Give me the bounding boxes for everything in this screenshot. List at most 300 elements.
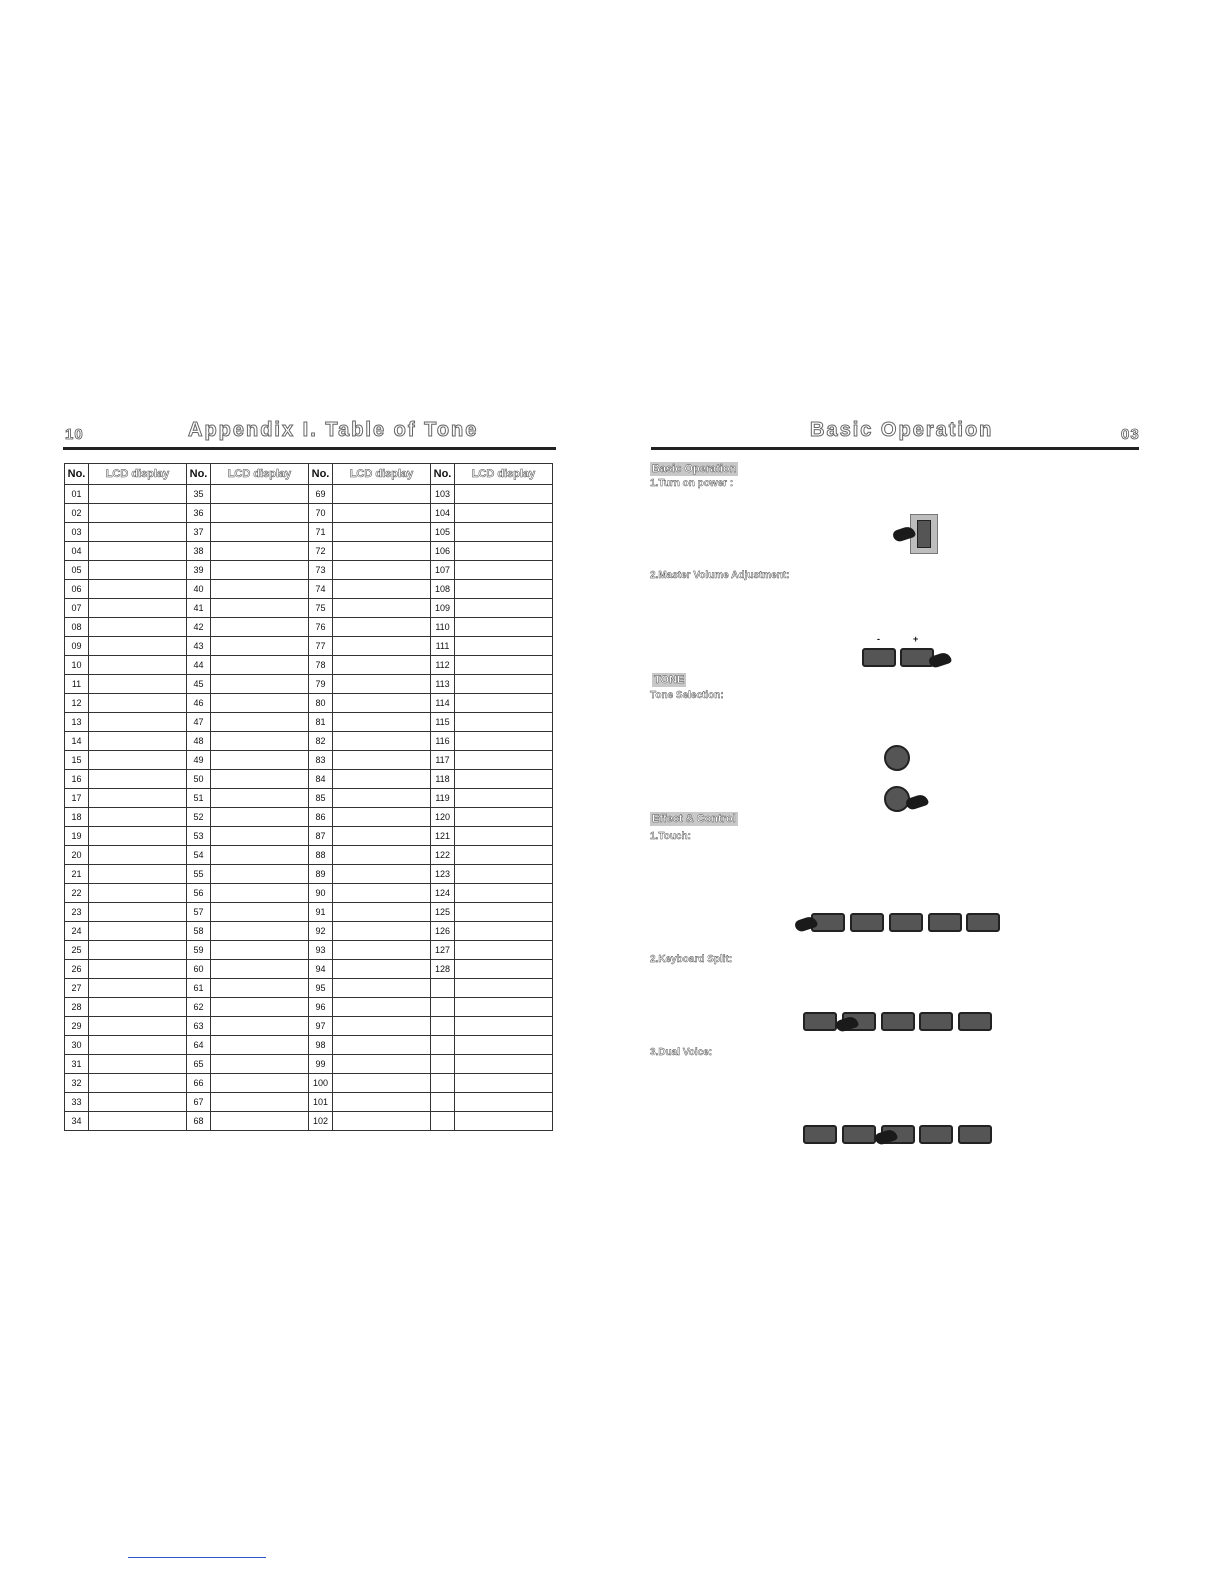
table-row bbox=[65, 675, 553, 694]
tone-number-cell: 74 bbox=[309, 580, 333, 599]
tone-number-cell bbox=[431, 1036, 455, 1055]
lcd-display-cell bbox=[333, 1017, 431, 1036]
tone-number-cell: 32 bbox=[65, 1074, 89, 1093]
table-row bbox=[65, 941, 553, 960]
tone-number-cell: 39 bbox=[187, 561, 211, 580]
tone-number-cell: 107 bbox=[431, 561, 455, 580]
tone-number-cell: 44 bbox=[187, 656, 211, 675]
lcd-display-cell bbox=[333, 1055, 431, 1074]
table-row bbox=[65, 998, 553, 1017]
lcd-display-cell bbox=[89, 998, 187, 1017]
tone-number-cell: 116 bbox=[431, 732, 455, 751]
footer-link-underline bbox=[128, 1557, 266, 1558]
tone-number-cell: 14 bbox=[65, 732, 89, 751]
lcd-display-cell bbox=[89, 656, 187, 675]
lcd-display-cell bbox=[455, 694, 553, 713]
tone-number-cell: 21 bbox=[65, 865, 89, 884]
lcd-display-cell bbox=[333, 656, 431, 675]
lcd-display-cell bbox=[455, 1093, 553, 1112]
turn-on-power-label: 1.Turn on power : bbox=[650, 478, 734, 489]
tone-number-cell: 47 bbox=[187, 713, 211, 732]
lcd-display-cell bbox=[89, 789, 187, 808]
tone-number-cell: 108 bbox=[431, 580, 455, 599]
lcd-display-cell bbox=[89, 580, 187, 599]
tone-number-cell: 30 bbox=[65, 1036, 89, 1055]
lcd-display-cell bbox=[455, 884, 553, 903]
tone-number-cell: 15 bbox=[65, 751, 89, 770]
lcd-display-cell bbox=[455, 846, 553, 865]
tone-number-cell: 22 bbox=[65, 884, 89, 903]
tone-number-cell: 36 bbox=[187, 504, 211, 523]
lcd-display-cell bbox=[211, 865, 309, 884]
function-button-5 bbox=[958, 1012, 992, 1031]
lcd-display-cell bbox=[211, 599, 309, 618]
lcd-display-cell bbox=[211, 1112, 309, 1131]
function-button-3 bbox=[881, 1012, 915, 1031]
tone-number-cell: 27 bbox=[65, 979, 89, 998]
lcd-display-cell bbox=[89, 846, 187, 865]
power-switch-rocker bbox=[917, 520, 931, 548]
lcd-display-cell bbox=[455, 580, 553, 599]
tone-number-cell: 95 bbox=[309, 979, 333, 998]
lcd-display-cell bbox=[455, 998, 553, 1017]
tone-number-cell: 62 bbox=[187, 998, 211, 1017]
lcd-display-cell bbox=[455, 960, 553, 979]
lcd-display-cell bbox=[89, 1036, 187, 1055]
tone-number-cell: 61 bbox=[187, 979, 211, 998]
table-row bbox=[65, 637, 553, 656]
lcd-display-cell bbox=[89, 941, 187, 960]
lcd-display-cell bbox=[455, 789, 553, 808]
lcd-display-cell bbox=[89, 903, 187, 922]
tone-number-cell bbox=[431, 1074, 455, 1093]
function-button-1 bbox=[803, 1125, 837, 1144]
lcd-display-cell bbox=[333, 865, 431, 884]
lcd-display-cell bbox=[211, 770, 309, 789]
function-button-3 bbox=[889, 913, 923, 932]
function-button-4 bbox=[919, 1012, 953, 1031]
lcd-display-cell bbox=[211, 732, 309, 751]
table-row bbox=[65, 1036, 553, 1055]
tone-number-cell: 105 bbox=[431, 523, 455, 542]
tone-number-cell bbox=[431, 1112, 455, 1131]
lcd-display-cell bbox=[211, 884, 309, 903]
tone-number-cell: 40 bbox=[187, 580, 211, 599]
lcd-display-cell bbox=[455, 827, 553, 846]
lcd-display-cell bbox=[211, 504, 309, 523]
header-no-4: No. bbox=[431, 464, 455, 485]
table-row bbox=[65, 732, 553, 751]
lcd-display-cell bbox=[455, 903, 553, 922]
basic-operation-heading: Basic Operation bbox=[652, 463, 737, 475]
lcd-display-cell bbox=[211, 1017, 309, 1036]
lcd-display-cell bbox=[333, 751, 431, 770]
lcd-display-cell bbox=[333, 675, 431, 694]
lcd-display-cell bbox=[333, 1036, 431, 1055]
lcd-display-cell bbox=[455, 1074, 553, 1093]
left-page-title: Appendix I. Table of Tone bbox=[188, 419, 479, 441]
lcd-display-cell bbox=[89, 504, 187, 523]
header-lcd-1: LCD display bbox=[89, 464, 187, 485]
tone-number-cell: 60 bbox=[187, 960, 211, 979]
function-button-1 bbox=[803, 1012, 837, 1031]
lcd-display-cell bbox=[89, 827, 187, 846]
header-lcd-3: LCD display bbox=[333, 464, 431, 485]
lcd-display-cell bbox=[89, 884, 187, 903]
left-page-number: 10 bbox=[65, 426, 84, 443]
lcd-display-cell bbox=[89, 1017, 187, 1036]
tone-number-cell: 103 bbox=[431, 485, 455, 504]
table-row bbox=[65, 580, 553, 599]
table-row bbox=[65, 485, 553, 504]
tone-number-cell: 125 bbox=[431, 903, 455, 922]
right-title-rule bbox=[651, 447, 1139, 450]
tone-number-cell: 19 bbox=[65, 827, 89, 846]
master-volume-label: 2.Master Volume Adjustment: bbox=[650, 570, 790, 581]
table-row bbox=[65, 1093, 553, 1112]
lcd-display-cell bbox=[455, 1036, 553, 1055]
tone-number-cell: 121 bbox=[431, 827, 455, 846]
tone-number-cell: 111 bbox=[431, 637, 455, 656]
tone-number-cell: 11 bbox=[65, 675, 89, 694]
tone-number-cell: 42 bbox=[187, 618, 211, 637]
tone-number-cell: 76 bbox=[309, 618, 333, 637]
tone-number-cell: 35 bbox=[187, 485, 211, 504]
tone-number-cell: 20 bbox=[65, 846, 89, 865]
tone-number-cell: 99 bbox=[309, 1055, 333, 1074]
tone-number-cell: 72 bbox=[309, 542, 333, 561]
tone-number-cell bbox=[431, 1017, 455, 1036]
lcd-display-cell bbox=[333, 694, 431, 713]
tone-number-cell: 69 bbox=[309, 485, 333, 504]
table-row bbox=[65, 979, 553, 998]
lcd-display-cell bbox=[211, 808, 309, 827]
tone-number-cell: 08 bbox=[65, 618, 89, 637]
function-button-5 bbox=[958, 1125, 992, 1144]
tone-number-cell: 51 bbox=[187, 789, 211, 808]
lcd-display-cell bbox=[89, 599, 187, 618]
lcd-display-cell bbox=[211, 846, 309, 865]
tone-number-cell: 94 bbox=[309, 960, 333, 979]
left-title-rule bbox=[63, 447, 556, 450]
volume-minus-label: - bbox=[877, 634, 880, 644]
lcd-display-cell bbox=[89, 808, 187, 827]
lcd-display-cell bbox=[89, 922, 187, 941]
tone-number-cell: 113 bbox=[431, 675, 455, 694]
tone-number-cell bbox=[431, 998, 455, 1017]
lcd-display-cell bbox=[333, 561, 431, 580]
lcd-display-cell bbox=[211, 656, 309, 675]
lcd-display-cell bbox=[333, 903, 431, 922]
tone-number-cell: 54 bbox=[187, 846, 211, 865]
tone-number-cell: 06 bbox=[65, 580, 89, 599]
tone-number-cell: 128 bbox=[431, 960, 455, 979]
lcd-display-cell bbox=[211, 1074, 309, 1093]
tone-number-cell: 73 bbox=[309, 561, 333, 580]
tone-number-cell: 65 bbox=[187, 1055, 211, 1074]
table-row bbox=[65, 1112, 553, 1131]
tone-number-cell: 31 bbox=[65, 1055, 89, 1074]
tone-number-cell: 10 bbox=[65, 656, 89, 675]
tone-number-cell: 124 bbox=[431, 884, 455, 903]
lcd-display-cell bbox=[211, 713, 309, 732]
touch-label: 1.Touch: bbox=[650, 831, 691, 842]
tone-number-cell: 126 bbox=[431, 922, 455, 941]
table-row bbox=[65, 1074, 553, 1093]
tone-number-cell: 87 bbox=[309, 827, 333, 846]
lcd-display-cell bbox=[455, 523, 553, 542]
tone-number-cell: 90 bbox=[309, 884, 333, 903]
lcd-display-cell bbox=[455, 637, 553, 656]
table-row bbox=[65, 884, 553, 903]
tone-number-cell: 13 bbox=[65, 713, 89, 732]
table-row bbox=[65, 713, 553, 732]
tone-number-cell bbox=[431, 1055, 455, 1074]
lcd-display-cell bbox=[333, 1093, 431, 1112]
lcd-display-cell bbox=[455, 561, 553, 580]
table-row bbox=[65, 865, 553, 884]
header-lcd-4: LCD display bbox=[455, 464, 553, 485]
tone-number-cell: 28 bbox=[65, 998, 89, 1017]
tone-number-cell: 101 bbox=[309, 1093, 333, 1112]
tone-number-cell: 112 bbox=[431, 656, 455, 675]
lcd-display-cell bbox=[455, 732, 553, 751]
header-no-2: No. bbox=[187, 464, 211, 485]
tone-number-cell: 24 bbox=[65, 922, 89, 941]
tone-number-cell: 93 bbox=[309, 941, 333, 960]
lcd-display-cell bbox=[333, 485, 431, 504]
tone-number-cell: 48 bbox=[187, 732, 211, 751]
lcd-display-cell bbox=[333, 884, 431, 903]
effect-control-heading: Effect & Control bbox=[652, 813, 736, 825]
tone-number-cell: 127 bbox=[431, 941, 455, 960]
tone-number-cell: 120 bbox=[431, 808, 455, 827]
lcd-display-cell bbox=[89, 770, 187, 789]
lcd-display-cell bbox=[333, 846, 431, 865]
tone-number-cell: 26 bbox=[65, 960, 89, 979]
tone-table-header bbox=[65, 464, 553, 485]
table-row bbox=[65, 561, 553, 580]
tone-number-cell: 77 bbox=[309, 637, 333, 656]
table-row bbox=[65, 599, 553, 618]
table-row bbox=[65, 1017, 553, 1036]
tone-heading: TONE bbox=[654, 674, 685, 686]
lcd-display-cell bbox=[211, 1093, 309, 1112]
table-row bbox=[65, 789, 553, 808]
lcd-display-cell bbox=[455, 656, 553, 675]
tone-number-cell: 96 bbox=[309, 998, 333, 1017]
lcd-display-cell bbox=[211, 789, 309, 808]
tone-number-cell: 43 bbox=[187, 637, 211, 656]
tone-number-cell: 98 bbox=[309, 1036, 333, 1055]
table-row bbox=[65, 656, 553, 675]
lcd-display-cell bbox=[211, 979, 309, 998]
lcd-display-cell bbox=[89, 1055, 187, 1074]
tone-number-cell: 70 bbox=[309, 504, 333, 523]
tone-number-cell: 53 bbox=[187, 827, 211, 846]
lcd-display-cell bbox=[455, 675, 553, 694]
volume-down-button bbox=[862, 648, 896, 667]
lcd-display-cell bbox=[211, 694, 309, 713]
tone-number-cell: 07 bbox=[65, 599, 89, 618]
tone-number-cell: 25 bbox=[65, 941, 89, 960]
tone-number-cell: 84 bbox=[309, 770, 333, 789]
tone-number-cell: 52 bbox=[187, 808, 211, 827]
tone-number-cell: 118 bbox=[431, 770, 455, 789]
lcd-display-cell bbox=[211, 485, 309, 504]
right-page-number: 03 bbox=[1121, 426, 1140, 443]
tone-number-cell: 34 bbox=[65, 1112, 89, 1131]
lcd-display-cell bbox=[333, 789, 431, 808]
tone-number-cell: 89 bbox=[309, 865, 333, 884]
function-button-4 bbox=[928, 913, 962, 932]
lcd-display-cell bbox=[333, 542, 431, 561]
tone-number-cell: 86 bbox=[309, 808, 333, 827]
tone-number-cell: 18 bbox=[65, 808, 89, 827]
lcd-display-cell bbox=[211, 1036, 309, 1055]
lcd-display-cell bbox=[333, 1112, 431, 1131]
lcd-display-cell bbox=[333, 827, 431, 846]
lcd-display-cell bbox=[89, 732, 187, 751]
function-button-4 bbox=[919, 1125, 953, 1144]
lcd-display-cell bbox=[211, 561, 309, 580]
lcd-display-cell bbox=[333, 713, 431, 732]
dual-voice-label: 3.Dual Voice: bbox=[650, 1047, 713, 1058]
lcd-display-cell bbox=[89, 865, 187, 884]
lcd-display-cell bbox=[455, 865, 553, 884]
tone-number-cell: 59 bbox=[187, 941, 211, 960]
tone-number-cell: 114 bbox=[431, 694, 455, 713]
table-row bbox=[65, 903, 553, 922]
table-row bbox=[65, 827, 553, 846]
lcd-display-cell bbox=[455, 770, 553, 789]
lcd-display-cell bbox=[455, 941, 553, 960]
tone-up-button bbox=[884, 745, 910, 771]
tone-table-body bbox=[65, 485, 553, 1131]
tone-number-cell: 49 bbox=[187, 751, 211, 770]
tone-number-cell: 23 bbox=[65, 903, 89, 922]
tone-selection-label: Tone Selection: bbox=[650, 690, 724, 701]
lcd-display-cell bbox=[89, 1093, 187, 1112]
lcd-display-cell bbox=[89, 675, 187, 694]
lcd-display-cell bbox=[211, 827, 309, 846]
lcd-display-cell bbox=[211, 580, 309, 599]
tone-number-cell: 115 bbox=[431, 713, 455, 732]
tone-number-cell: 79 bbox=[309, 675, 333, 694]
lcd-display-cell bbox=[89, 979, 187, 998]
lcd-display-cell bbox=[89, 523, 187, 542]
lcd-display-cell bbox=[333, 770, 431, 789]
tone-number-cell: 63 bbox=[187, 1017, 211, 1036]
right-page-title: Basic Operation bbox=[810, 419, 994, 441]
lcd-display-cell bbox=[333, 941, 431, 960]
tone-number-cell: 92 bbox=[309, 922, 333, 941]
header-lcd-2: LCD display bbox=[211, 464, 309, 485]
header-no-3: No. bbox=[309, 464, 333, 485]
table-row bbox=[65, 808, 553, 827]
tone-number-cell: 56 bbox=[187, 884, 211, 903]
tone-number-cell: 97 bbox=[309, 1017, 333, 1036]
tone-number-cell: 117 bbox=[431, 751, 455, 770]
lcd-display-cell bbox=[211, 751, 309, 770]
lcd-display-cell bbox=[455, 1017, 553, 1036]
lcd-display-cell bbox=[89, 485, 187, 504]
lcd-display-cell bbox=[211, 922, 309, 941]
lcd-display-cell bbox=[455, 618, 553, 637]
header-no-1: No. bbox=[65, 464, 89, 485]
tone-number-cell: 123 bbox=[431, 865, 455, 884]
table-row bbox=[65, 694, 553, 713]
lcd-display-cell bbox=[455, 808, 553, 827]
table-row bbox=[65, 542, 553, 561]
tone-number-cell: 17 bbox=[65, 789, 89, 808]
lcd-display-cell bbox=[455, 922, 553, 941]
table-row bbox=[65, 770, 553, 789]
lcd-display-cell bbox=[333, 922, 431, 941]
volume-plus-label: + bbox=[913, 634, 919, 644]
table-row bbox=[65, 618, 553, 637]
table-row bbox=[65, 846, 553, 865]
lcd-display-cell bbox=[455, 599, 553, 618]
tone-number-cell: 82 bbox=[309, 732, 333, 751]
lcd-display-cell bbox=[89, 713, 187, 732]
lcd-display-cell bbox=[455, 542, 553, 561]
tone-table bbox=[64, 463, 553, 1131]
lcd-display-cell bbox=[89, 637, 187, 656]
lcd-display-cell bbox=[333, 979, 431, 998]
tone-number-cell: 78 bbox=[309, 656, 333, 675]
tone-number-cell: 46 bbox=[187, 694, 211, 713]
tone-number-cell: 109 bbox=[431, 599, 455, 618]
tone-number-cell: 91 bbox=[309, 903, 333, 922]
tone-number-cell: 88 bbox=[309, 846, 333, 865]
tone-number-cell: 68 bbox=[187, 1112, 211, 1131]
tone-number-cell: 45 bbox=[187, 675, 211, 694]
lcd-display-cell bbox=[455, 504, 553, 523]
lcd-display-cell bbox=[333, 504, 431, 523]
lcd-display-cell bbox=[455, 485, 553, 504]
tone-number-cell: 16 bbox=[65, 770, 89, 789]
function-button-2 bbox=[842, 1125, 876, 1144]
tone-number-cell: 58 bbox=[187, 922, 211, 941]
lcd-display-cell bbox=[333, 523, 431, 542]
tone-number-cell: 110 bbox=[431, 618, 455, 637]
tone-number-cell: 29 bbox=[65, 1017, 89, 1036]
lcd-display-cell bbox=[333, 960, 431, 979]
lcd-display-cell bbox=[333, 618, 431, 637]
lcd-display-cell bbox=[333, 808, 431, 827]
function-button-2 bbox=[850, 913, 884, 932]
table-row bbox=[65, 523, 553, 542]
tone-number-cell: 85 bbox=[309, 789, 333, 808]
tone-number-cell: 102 bbox=[309, 1112, 333, 1131]
tone-number-cell: 122 bbox=[431, 846, 455, 865]
lcd-display-cell bbox=[211, 903, 309, 922]
tone-number-cell: 41 bbox=[187, 599, 211, 618]
table-row bbox=[65, 1055, 553, 1074]
tone-number-cell: 04 bbox=[65, 542, 89, 561]
tone-number-cell: 09 bbox=[65, 637, 89, 656]
tone-number-cell: 55 bbox=[187, 865, 211, 884]
lcd-display-cell bbox=[333, 580, 431, 599]
tone-number-cell: 71 bbox=[309, 523, 333, 542]
tone-number-cell: 106 bbox=[431, 542, 455, 561]
tone-number-cell: 01 bbox=[65, 485, 89, 504]
lcd-display-cell bbox=[455, 1112, 553, 1131]
table-row bbox=[65, 960, 553, 979]
lcd-display-cell bbox=[211, 523, 309, 542]
lcd-display-cell bbox=[333, 1074, 431, 1093]
